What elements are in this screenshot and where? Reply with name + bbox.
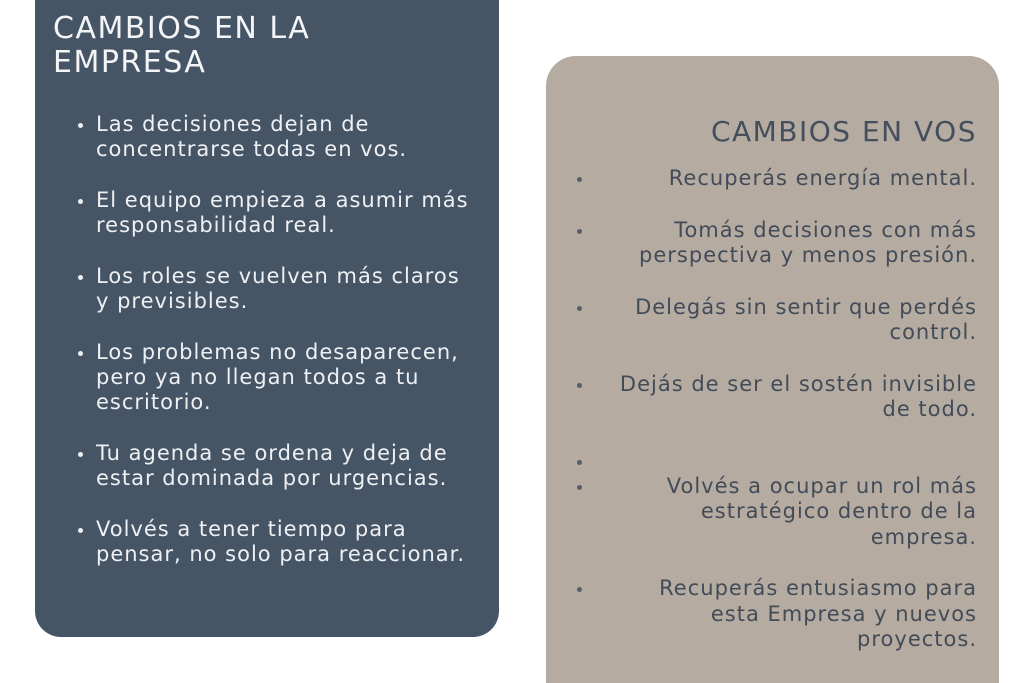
company-changes-card bbox=[35, 0, 499, 637]
list-item: El equipo empieza a asumir más responsabilidad real. bbox=[53, 188, 469, 238]
list-item: Las decisiones dejan de concentrarse todas en vos. bbox=[53, 112, 469, 162]
company-changes-title bbox=[53, 12, 469, 80]
list-item: Volvés a tener tiempo para pensar, no solo para reaccionar. bbox=[53, 517, 469, 567]
bullet-icon bbox=[577, 177, 582, 182]
bullet-icon bbox=[78, 351, 83, 356]
list-item: Dejás de ser el sostén invisible de todo. bbox=[572, 372, 977, 423]
title-line-2: EMPRESA bbox=[53, 45, 207, 80]
bullet-icon bbox=[78, 199, 83, 204]
bullet-icon bbox=[78, 452, 83, 457]
title-line-1: CAMBIOS EN LA bbox=[53, 11, 311, 46]
list-item: Tu agenda se ordena y deja de estar dominada por urgencias. bbox=[53, 441, 469, 491]
personal-changes-list bbox=[572, 166, 977, 653]
bullet-icon bbox=[577, 229, 582, 234]
list-item: Recuperás entusiasmo para esta Empresa y nuevos proyectos. bbox=[572, 576, 977, 653]
bullet-icon bbox=[577, 383, 582, 388]
list-item: Tomás decisiones con más perspectiva y menos presión. bbox=[572, 218, 977, 269]
company-changes-list bbox=[53, 112, 469, 567]
bullet-icon bbox=[577, 460, 582, 465]
personal-changes-title: CAMBIOS EN VOS bbox=[710, 115, 977, 148]
list-item: Volvés a ocupar un rol más estratégico dentro de la empresa. bbox=[572, 474, 977, 551]
list-item: Los roles se vuelven más claros y previsibles. bbox=[53, 264, 469, 314]
bullet-icon bbox=[577, 587, 582, 592]
list-item: Recuperás energía mental. bbox=[572, 166, 977, 192]
bullet-icon bbox=[78, 275, 83, 280]
bullet-icon bbox=[78, 528, 83, 533]
list-item: Los problemas no desaparecen, pero ya no llegan todos a tu escritorio. bbox=[53, 340, 469, 415]
list-item: Delegás sin sentir que perdés control. bbox=[572, 295, 977, 346]
bullet-icon bbox=[577, 485, 582, 490]
bullet-icon bbox=[78, 123, 83, 128]
personal-changes-card bbox=[546, 56, 999, 683]
list-item-empty bbox=[572, 449, 977, 474]
bullet-icon bbox=[577, 306, 582, 311]
